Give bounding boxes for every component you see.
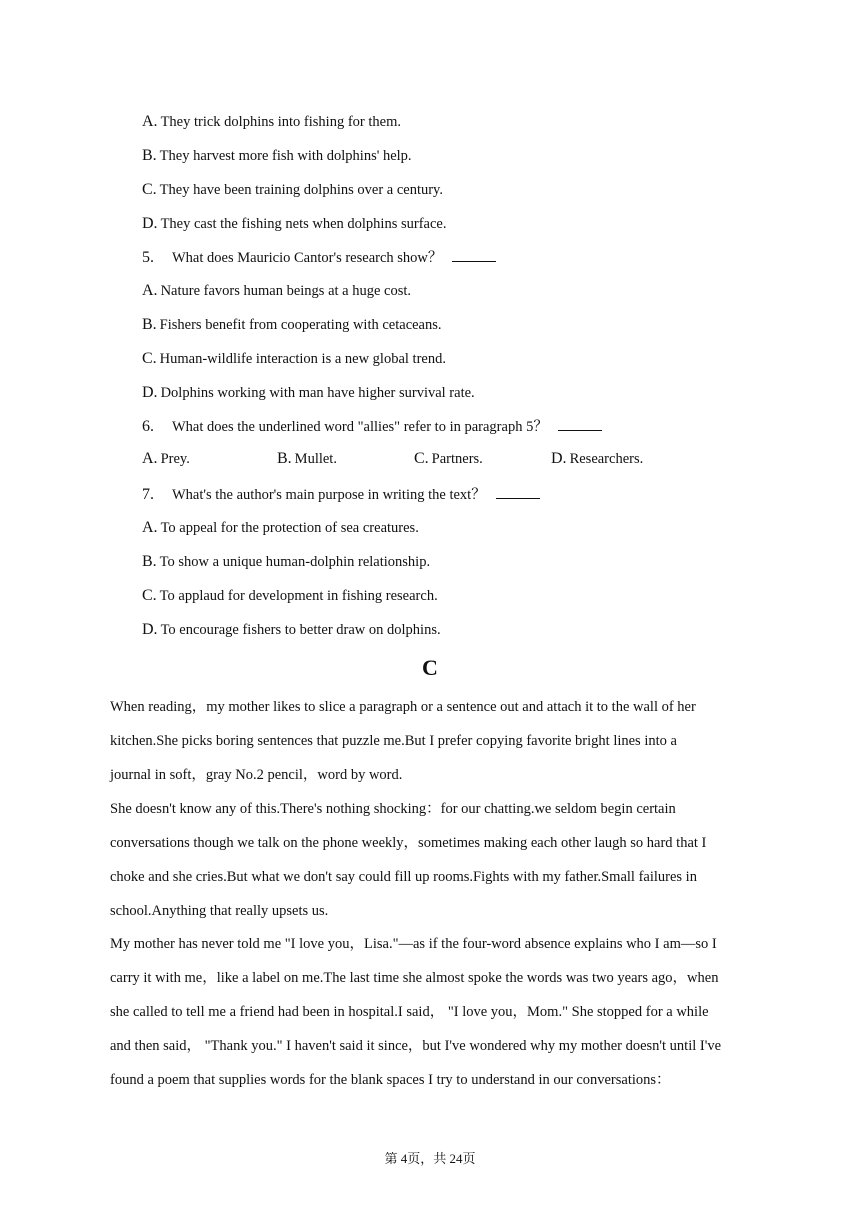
passage-line: kitchen.She picks boring sentences that puzzle me.But I prefer copying favorite bright lines into a bbox=[110, 733, 677, 749]
question-5 bbox=[142, 247, 496, 268]
option-text: To encourage fishers to better draw on dolphins. bbox=[160, 622, 441, 638]
passage-line: she called to tell me a friend had been in hospital.I said， "I love you，Mom." She stopped for a while bbox=[110, 1004, 709, 1020]
option-text: Nature favors human beings at a huge cost. bbox=[160, 283, 412, 299]
q4-option-b[interactable] bbox=[142, 146, 412, 166]
answer-blank[interactable] bbox=[558, 416, 602, 431]
option-letter: B. bbox=[142, 147, 157, 164]
q6-option-a[interactable] bbox=[142, 450, 190, 468]
q6-option-b[interactable] bbox=[277, 450, 337, 468]
q7-option-d[interactable] bbox=[142, 620, 441, 640]
option-letter: C. bbox=[142, 181, 157, 198]
option-letter: A. bbox=[142, 113, 158, 130]
option-text: Researchers. bbox=[569, 451, 644, 467]
q5-option-d[interactable] bbox=[142, 383, 475, 403]
option-text: To applaud for development in fishing research. bbox=[159, 588, 438, 604]
q5-option-a[interactable] bbox=[142, 281, 411, 301]
option-letter: B. bbox=[142, 316, 157, 333]
answer-blank[interactable] bbox=[452, 247, 496, 262]
passage-line: When reading，my mother likes to slice a paragraph or a sentence out and attach it to the wall of her bbox=[110, 699, 696, 715]
option-text: They cast the fishing nets when dolphins surface. bbox=[160, 216, 447, 232]
question-number: 5. bbox=[142, 249, 154, 266]
option-text: To appeal for the protection of sea creatures. bbox=[160, 520, 419, 536]
passage-line: school.Anything that really upsets us. bbox=[110, 903, 329, 919]
passage-paragraph-3 bbox=[110, 927, 755, 1097]
option-text: They harvest more fish with dolphins' help. bbox=[159, 148, 412, 164]
passage-line: choke and she cries.But what we don't say could fill up rooms.Fights with my father.Small failures in bbox=[110, 869, 697, 885]
option-letter: D. bbox=[142, 215, 158, 232]
passage-line: My mother has never told me "I love you，Lisa."—as if the four-word absence explains who I am—so I bbox=[110, 936, 717, 952]
question-text: What does the underlined word "allies" refer to in paragraph 5？ bbox=[172, 419, 548, 435]
q7-option-b[interactable] bbox=[142, 552, 430, 572]
option-letter: C. bbox=[414, 450, 429, 467]
answer-blank[interactable] bbox=[496, 484, 540, 499]
q4-option-d[interactable] bbox=[142, 214, 446, 234]
question-text: What's the author's main purpose in writing the text？ bbox=[172, 487, 486, 503]
option-letter: C. bbox=[142, 350, 157, 367]
q7-option-c[interactable] bbox=[142, 586, 438, 606]
option-letter: D. bbox=[142, 621, 158, 638]
option-letter: D. bbox=[142, 384, 158, 401]
q6-option-d[interactable] bbox=[551, 450, 643, 468]
option-letter: D. bbox=[551, 450, 567, 467]
passage-line: journal in soft，gray No.2 pencil，word by word. bbox=[110, 767, 403, 783]
option-text: Mullet. bbox=[294, 451, 337, 467]
option-letter: B. bbox=[142, 553, 157, 570]
option-letter: A. bbox=[142, 450, 158, 467]
passage-paragraph-1 bbox=[110, 690, 755, 792]
option-text: Human-wildlife interaction is a new global trend. bbox=[159, 351, 446, 367]
page-footer: 第 4页，共 24页 bbox=[384, 1151, 476, 1166]
option-text: Prey. bbox=[160, 451, 190, 467]
q4-option-a[interactable] bbox=[142, 112, 401, 132]
option-text: Fishers benefit from cooperating with cetaceans. bbox=[159, 317, 442, 333]
q7-option-a[interactable] bbox=[142, 518, 419, 538]
option-text: Dolphins working with man have higher survival rate. bbox=[160, 385, 475, 401]
question-6 bbox=[142, 416, 602, 437]
q6-option-c[interactable] bbox=[414, 450, 483, 468]
option-text: To show a unique human-dolphin relationship. bbox=[159, 554, 431, 570]
passage-line: found a poem that supplies words for the blank spaces I try to understand in our conversations： bbox=[110, 1072, 671, 1088]
passage-line: She doesn't know any of this.There's nothing shocking：for our chatting.we seldom begin certain bbox=[110, 801, 676, 817]
passage-line: and then said， "Thank you." I haven't said it since，but I've wondered why my mother doesn't until I've bbox=[110, 1038, 722, 1054]
option-text: Partners. bbox=[431, 451, 483, 467]
q5-option-b[interactable] bbox=[142, 315, 442, 335]
question-number: 6. bbox=[142, 418, 154, 435]
question-text: What does Mauricio Cantor's research show？ bbox=[172, 250, 443, 266]
passage-paragraph-2 bbox=[110, 792, 755, 928]
passage-line: conversations though we talk on the phone weekly，sometimes making each other laugh so hard that I bbox=[110, 835, 707, 851]
option-letter: C. bbox=[142, 587, 157, 604]
question-number: 7. bbox=[142, 486, 154, 503]
option-letter: A. bbox=[142, 519, 158, 536]
passage-line: carry it with me，like a label on me.The last time she almost spoke the words was two years ago，when bbox=[110, 970, 719, 986]
q5-option-c[interactable] bbox=[142, 349, 446, 369]
option-letter: A. bbox=[142, 282, 158, 299]
q4-option-c[interactable] bbox=[142, 180, 443, 200]
option-text: They trick dolphins into fishing for them. bbox=[160, 114, 401, 130]
question-7 bbox=[142, 484, 540, 505]
section-title: C bbox=[422, 655, 438, 680]
option-text: They have been training dolphins over a century. bbox=[159, 182, 443, 198]
option-letter: B. bbox=[277, 450, 292, 467]
